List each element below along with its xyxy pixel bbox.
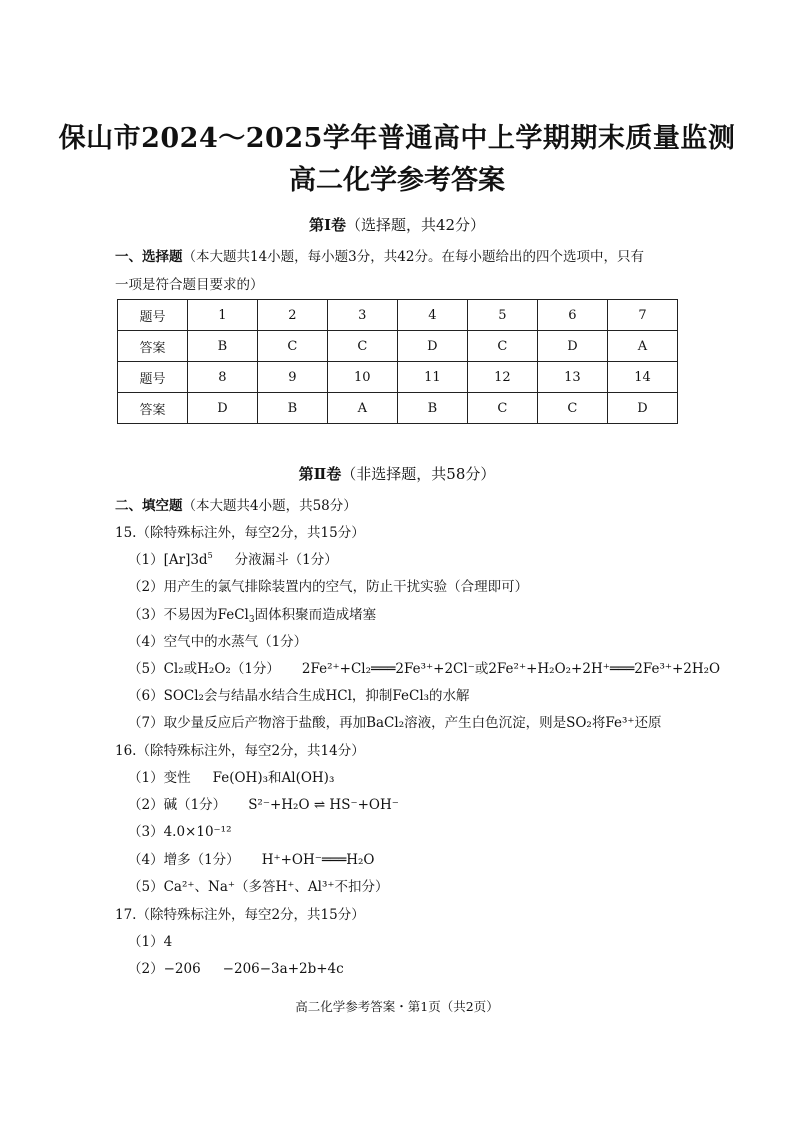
table-cell: D — [537, 331, 607, 362]
q15-a5-number: （5） — [128, 661, 164, 677]
table-cell: 13 — [537, 362, 607, 393]
q15-a5-or: 或 — [474, 661, 489, 677]
q17-answer-1: （1）4 — [128, 934, 173, 950]
q15-answer-1 — [128, 548, 338, 568]
table-cell: A — [607, 331, 677, 362]
part2-section-label: 二、填空题 — [115, 498, 183, 514]
q17-answer-2 — [128, 957, 344, 977]
part2-heading-desc: （非选择题，共58分） — [341, 465, 496, 483]
table-cell: 8 — [187, 362, 257, 393]
part2-heading-label: 第Ⅱ卷 — [298, 465, 342, 483]
q15-a5-equation2: 2Fe²⁺+H₂O₂+2H⁺═══2Fe³⁺+2H₂O — [488, 661, 721, 677]
page-footer: 高二化学参考答案・第1页（共2页） — [295, 999, 499, 1014]
table-cell: C — [327, 331, 397, 362]
q15-answer-4: （4）空气中的水蒸气（1分） — [128, 634, 308, 650]
q15-answer-3 — [128, 603, 376, 625]
q16-a2: （2）碱（1分） — [128, 797, 227, 813]
table-cell: 5 — [467, 300, 537, 331]
table-cell: D — [397, 331, 467, 362]
table-row-header: 答案 — [118, 393, 188, 424]
table-cell: 4 — [397, 300, 467, 331]
table-row-header: 题号 — [118, 300, 188, 331]
q15-a3-sub: 3 — [248, 615, 255, 625]
q16-answer-3: （3）4.0×10⁻¹² — [128, 824, 232, 840]
table-cell: A — [327, 393, 397, 424]
table-row-header: 题号 — [118, 362, 188, 393]
q16-a1: （1）变性 — [128, 770, 191, 786]
part2-heading — [0, 463, 794, 484]
part1-section-line2: 一项是符合题目要求的） — [115, 277, 264, 293]
table-cell: C — [467, 331, 537, 362]
table-cell: C — [537, 393, 607, 424]
table-cell: C — [467, 393, 537, 424]
table-cell: B — [187, 331, 257, 362]
q16-answer-2 — [128, 793, 399, 813]
q15-head: 15.（除特殊标注外，每空2分，共15分） — [115, 525, 365, 541]
part1-heading — [0, 214, 794, 235]
q16-answer-4 — [128, 848, 375, 868]
table-cell: D — [187, 393, 257, 424]
table-row-header: 答案 — [118, 331, 188, 362]
table-cell: 3 — [327, 300, 397, 331]
table-cell: 12 — [467, 362, 537, 393]
answer-table — [117, 299, 678, 424]
table-cell: 1 — [187, 300, 257, 331]
table-cell: D — [607, 393, 677, 424]
q15-a1-rest: 分液漏斗（1分） — [234, 552, 338, 568]
q16-a1-b: Fe(OH)₃和Al(OH)₃ — [212, 770, 335, 786]
q15-a5-answer: Cl₂或H₂O₂（1分） — [163, 661, 280, 677]
q15-answer-7: （7）取少量反应后产物溶于盐酸，再加BaCl₂溶液，产生白色沉淀，则是SO₂将Fe³⁺还原 — [128, 715, 662, 731]
document-title-line2: 高二化学参考答案 — [289, 165, 505, 196]
table-cell: B — [257, 393, 327, 424]
part1-section-desc1: （本大题共14小题，每小题3分，共42分。在每小题给出的四个选项中，只有 — [182, 249, 644, 265]
table-cell: 6 — [537, 300, 607, 331]
document-title-line1: 保山市2024～2025学年普通高中上学期期末质量监测 — [58, 123, 736, 154]
part1-heading-label: 第Ⅰ卷 — [308, 216, 346, 234]
table-row — [118, 300, 678, 331]
part1-heading-desc: （选择题，共42分） — [345, 216, 486, 234]
q16-a4-equation: H⁺+OH⁻═══H₂O — [261, 852, 375, 868]
q15-a1-number: （1） — [128, 552, 164, 568]
part1-section-line1 — [115, 245, 644, 265]
table-cell: 2 — [257, 300, 327, 331]
q15-a3-pre: （3）不易因为FeCl — [128, 607, 249, 623]
q16-a4: （4）增多（1分） — [128, 852, 240, 868]
part1-section-label: 一、选择题 — [115, 249, 183, 265]
q16-answer-1 — [128, 766, 334, 786]
q15-answer-6: （6）SOCl₂会与结晶水结合生成HCl，抑制FeCl₃的水解 — [128, 688, 470, 704]
q15-a5-equation1: 2Fe²⁺+Cl₂═══2Fe³⁺+2Cl⁻ — [301, 661, 475, 677]
q15-a1-config: [Ar]3d — [163, 552, 208, 568]
table-cell: 7 — [607, 300, 677, 331]
part2-section-line — [115, 494, 357, 514]
part2-section-desc: （本大题共4小题，共58分） — [182, 498, 357, 514]
q15-a3-post: 固体积聚而造成堵塞 — [254, 607, 377, 623]
q16-a2-equation: S²⁻+H₂O ⇌ HS⁻+OH⁻ — [248, 797, 399, 813]
table-cell: C — [257, 331, 327, 362]
table-row — [118, 362, 678, 393]
table-cell: 14 — [607, 362, 677, 393]
q17-a2-b: −206−3a+2b+4c — [222, 961, 344, 977]
table-cell: 11 — [397, 362, 467, 393]
q17-a2: （2）−206 — [128, 961, 201, 977]
q16-answer-5: （5）Ca²⁺、Na⁺（多答H⁺、Al³⁺不扣分） — [128, 879, 389, 895]
q15-answer-5 — [128, 657, 720, 677]
table-cell: B — [397, 393, 467, 424]
q15-answer-2: （2）用产生的氯气排除装置内的空气，防止干扰实验（合理即可） — [128, 579, 529, 595]
table-row — [118, 393, 678, 424]
table-cell: 9 — [257, 362, 327, 393]
q16-head: 16.（除特殊标注外，每空2分，共14分） — [115, 743, 365, 759]
table-row — [118, 331, 678, 362]
table-cell: 10 — [327, 362, 397, 393]
q15-a1-sup: 5 — [207, 551, 213, 560]
q17-head: 17.（除特殊标注外，每空2分，共15分） — [115, 907, 365, 923]
